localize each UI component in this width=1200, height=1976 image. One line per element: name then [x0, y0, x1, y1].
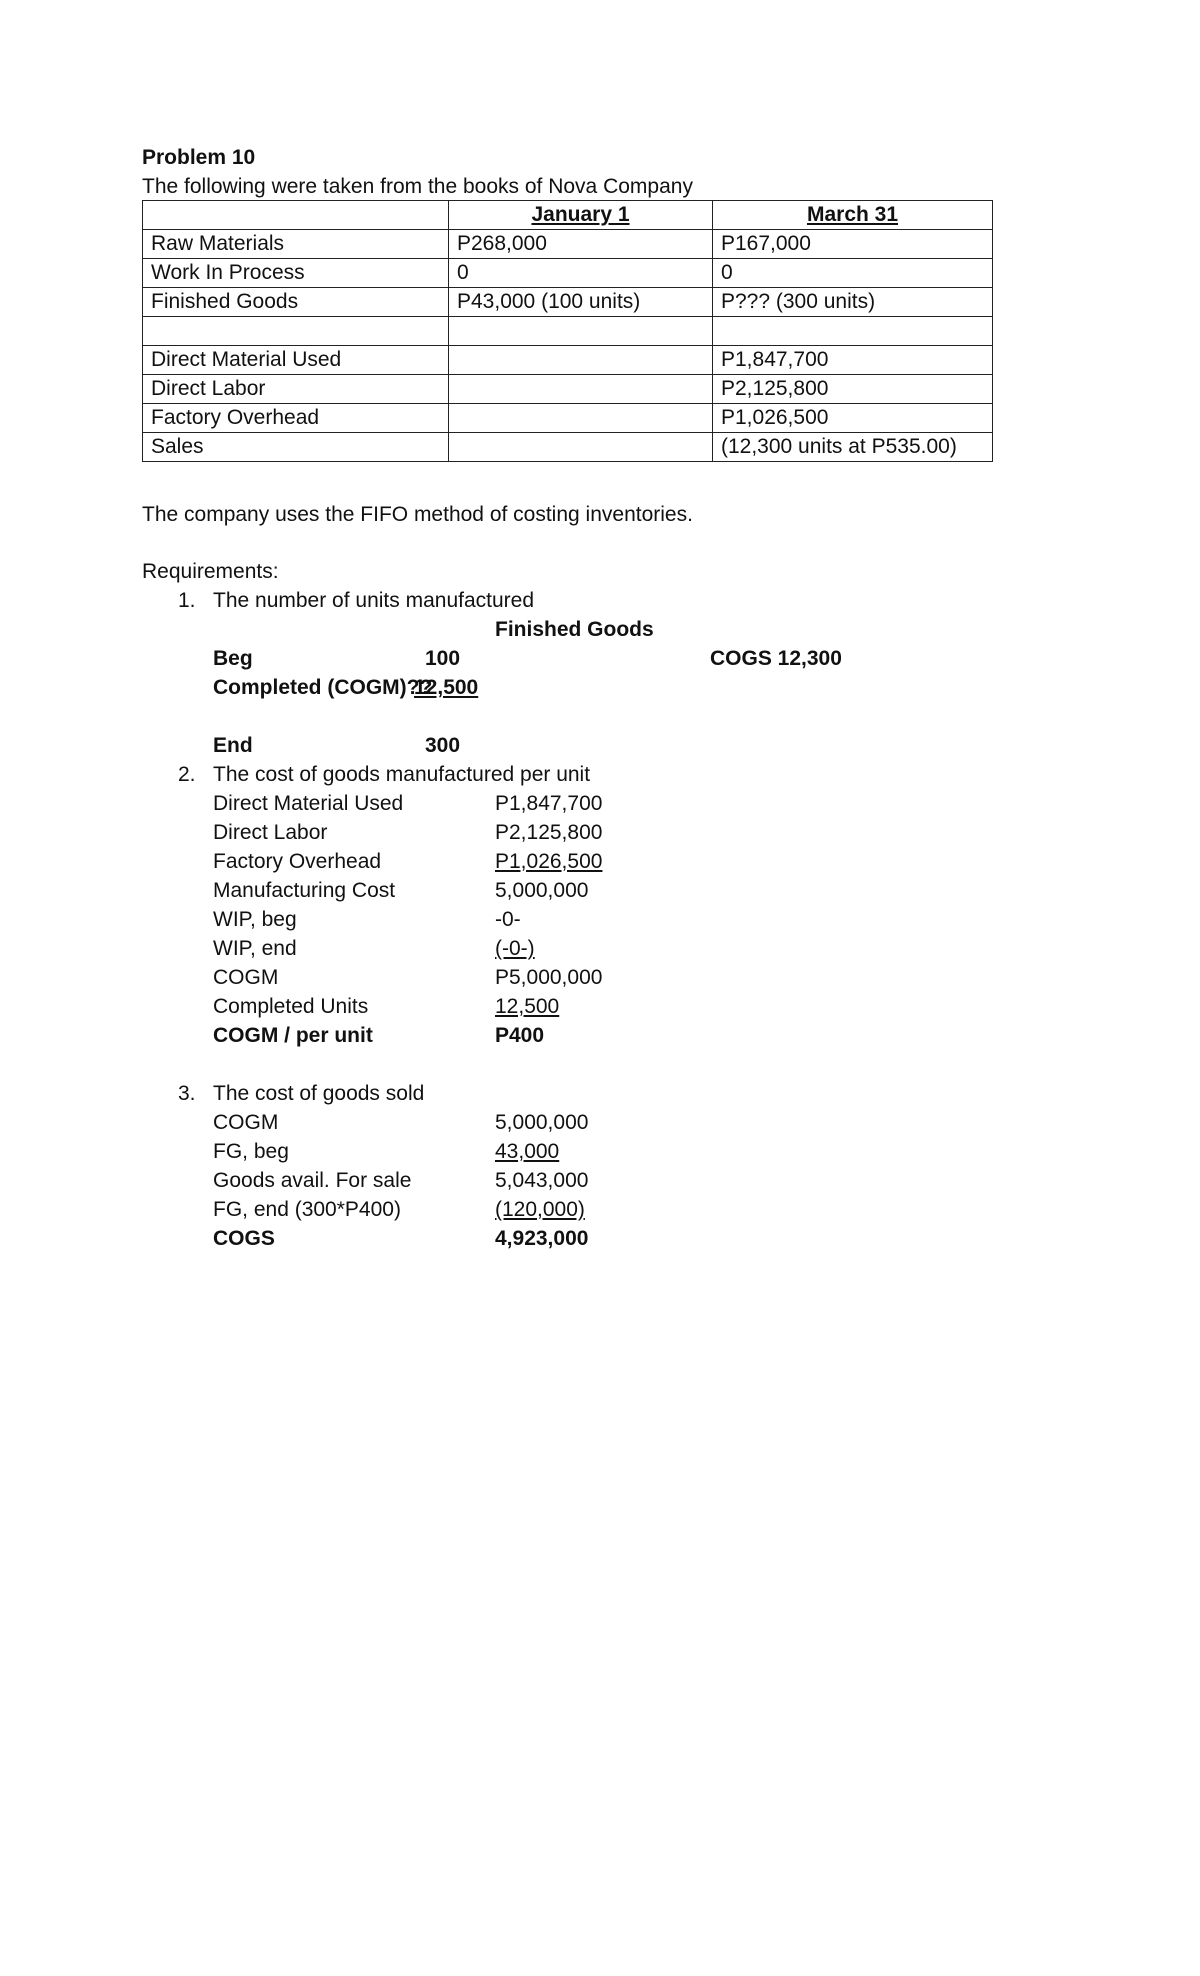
line-label: COGS — [213, 1227, 275, 1250]
line-label: Factory Overhead — [213, 850, 382, 873]
req2-number: 2. — [178, 763, 196, 786]
table-cell — [713, 317, 993, 346]
line-value: P2,125,800 — [495, 821, 603, 844]
requirements-label: Requirements: — [142, 560, 279, 583]
table-cell: Finished Goods — [143, 288, 449, 317]
line-label: COGM / per unit — [213, 1024, 373, 1047]
table-cell: P268,000 — [449, 230, 713, 259]
cogs-units: COGS 12,300 — [710, 647, 842, 670]
table-cell: Factory Overhead — [143, 404, 449, 433]
req1-number: 1. — [178, 589, 196, 612]
table-row — [143, 433, 993, 462]
table-cell: P2,125,800 — [713, 375, 993, 404]
line-value: (120,000) — [495, 1198, 585, 1221]
beg-value: 100 — [425, 647, 461, 670]
table-cell: Direct Material Used — [143, 346, 449, 375]
table-cell: Work In Process — [143, 259, 449, 288]
table-cell: P167,000 — [713, 230, 993, 259]
table-cell — [449, 404, 713, 433]
req3-number: 3. — [178, 1082, 196, 1105]
line-value: P400 — [495, 1024, 545, 1047]
table-cell — [449, 346, 713, 375]
table-row — [143, 259, 993, 288]
table-header-row — [143, 201, 993, 230]
line-value: 12,500 — [495, 995, 560, 1018]
table-cell — [449, 433, 713, 462]
line-value: 4,923,000 — [495, 1227, 589, 1250]
beg-label: Beg — [213, 647, 253, 670]
line-label: Goods avail. For sale — [213, 1169, 412, 1192]
completed-value: 12,500 — [414, 676, 479, 699]
inventory-table — [142, 200, 993, 462]
intro-text: The following were taken from the books of Nova Company — [142, 175, 693, 198]
table-row — [143, 346, 993, 375]
table-row — [143, 404, 993, 433]
table-cell — [143, 317, 449, 346]
line-value: 5,043,000 — [495, 1169, 589, 1192]
table-cell — [449, 375, 713, 404]
line-label: COGM — [213, 1111, 279, 1134]
table-cell: P1,847,700 — [713, 346, 993, 375]
table-header-cell: January 1 — [449, 201, 713, 230]
line-label: FG, beg — [213, 1140, 289, 1163]
table-header-cell — [143, 201, 449, 230]
method-note: The company uses the FIFO method of costing inventories. — [142, 503, 693, 526]
line-value: 43,000 — [495, 1140, 560, 1163]
line-label: COGM — [213, 966, 279, 989]
req3-text: The cost of goods sold — [213, 1082, 425, 1105]
table-cell: P1,026,500 — [713, 404, 993, 433]
line-value: P5,000,000 — [495, 966, 603, 989]
line-label: FG, end (300*P400) — [213, 1198, 401, 1221]
table-cell: 0 — [449, 259, 713, 288]
req2-text: The cost of goods manufactured per unit — [213, 763, 591, 786]
line-value: P1,847,700 — [495, 792, 603, 815]
line-label: Direct Labor — [213, 821, 328, 844]
table-cell: 0 — [713, 259, 993, 288]
table-header-cell: March 31 — [713, 201, 993, 230]
completed-label: Completed (COGM)?? — [213, 676, 433, 699]
t-account-title: Finished Goods — [495, 618, 654, 641]
table-cell: Sales — [143, 433, 449, 462]
line-label: Completed Units — [213, 995, 369, 1018]
req1-text: The number of units manufactured — [213, 589, 535, 612]
table-row — [143, 230, 993, 259]
table-cell — [449, 317, 713, 346]
table-cell: (12,300 units at P535.00) — [713, 433, 993, 462]
end-value: 300 — [425, 734, 461, 757]
line-label: Direct Material Used — [213, 792, 404, 815]
table-row — [143, 288, 993, 317]
line-label: Manufacturing Cost — [213, 879, 396, 902]
table-cell: P??? (300 units) — [713, 288, 993, 317]
table-row-blank — [143, 317, 993, 346]
line-label: WIP, beg — [213, 908, 297, 931]
line-value: 5,000,000 — [495, 1111, 589, 1134]
table-cell: P43,000 (100 units) — [449, 288, 713, 317]
table-cell: Raw Materials — [143, 230, 449, 259]
line-label: WIP, end — [213, 937, 297, 960]
line-value: (-0-) — [495, 937, 535, 960]
line-value: P1,026,500 — [495, 850, 603, 873]
table-row — [143, 375, 993, 404]
line-value: -0- — [495, 908, 521, 931]
line-value: 5,000,000 — [495, 879, 589, 902]
table-cell: Direct Labor — [143, 375, 449, 404]
problem-title: Problem 10 — [142, 146, 256, 169]
end-label: End — [213, 734, 253, 757]
